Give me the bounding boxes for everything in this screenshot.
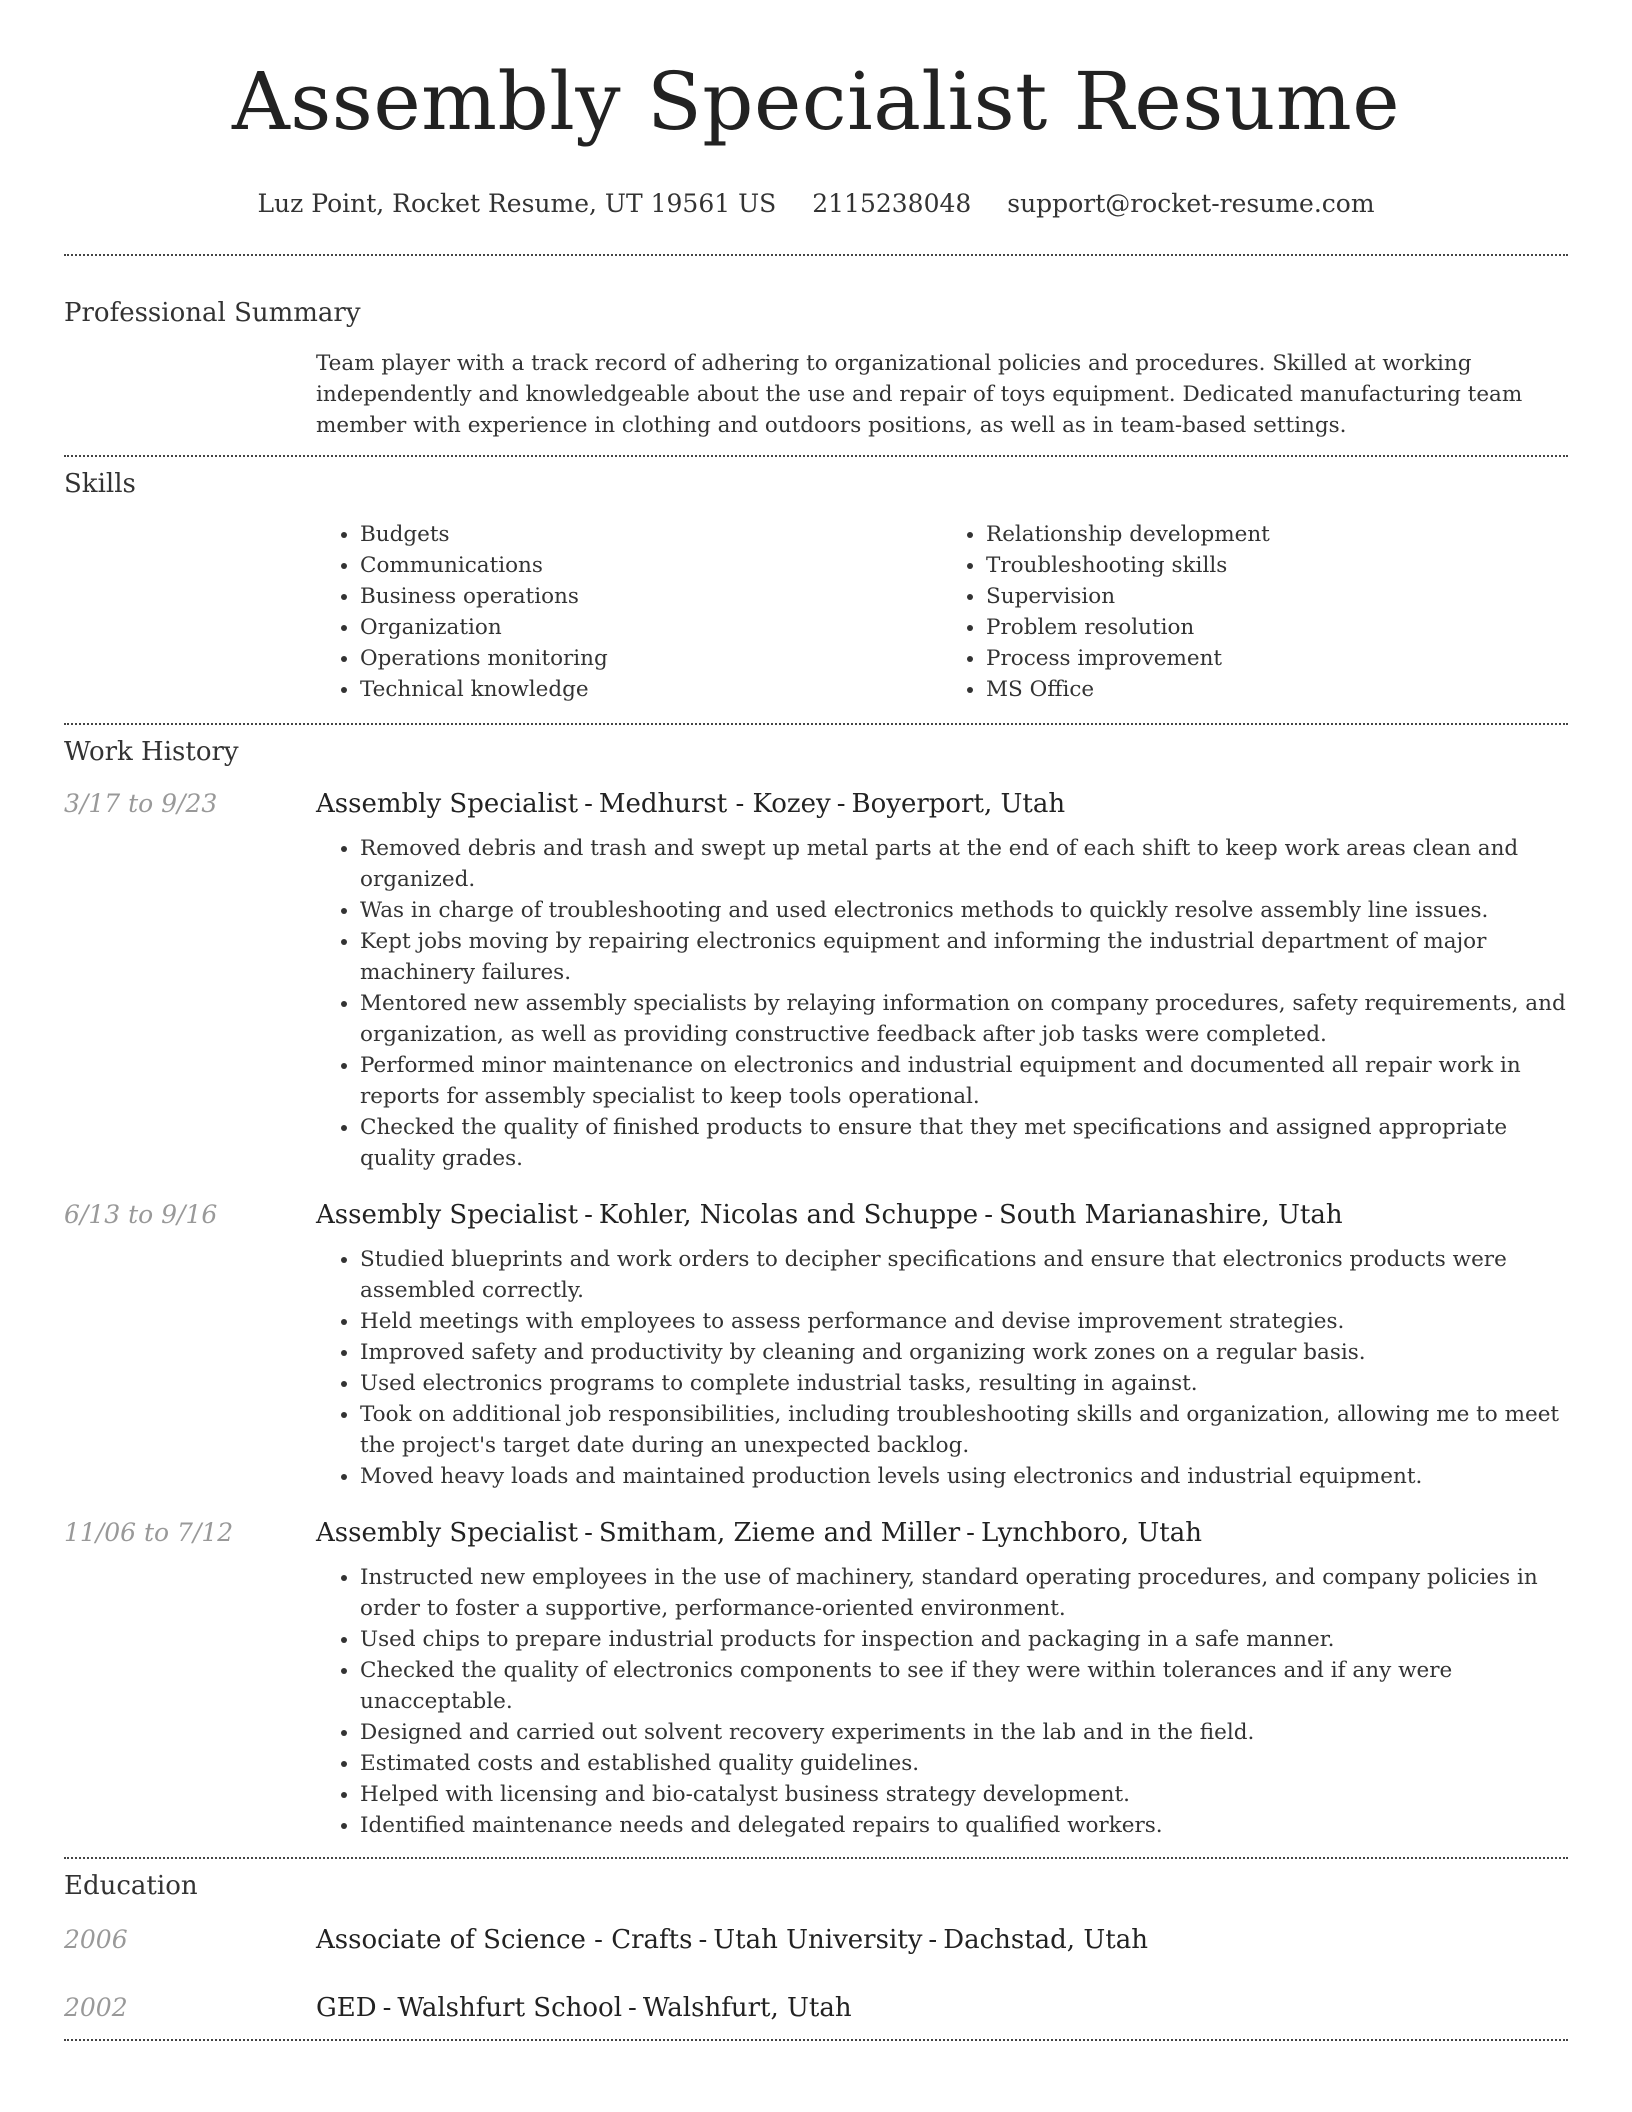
job-entry (64, 787, 1568, 1174)
skills-heading: Skills (64, 469, 136, 499)
contact-line (64, 186, 1568, 222)
work-section (64, 737, 1568, 1841)
summary-heading: Professional Summary (64, 298, 361, 328)
job-bullet: • Removed debris and trash and swept up metal parts at the end of each shift to keep work areas clean and organized. (360, 833, 1568, 895)
job-dates: 6/13 to 9/16 (64, 1200, 218, 1229)
job-bullet: • Took on additional job responsibilities, including troubleshooting skills and organization, allowing me to meet the project's target date during an unexpected backlog. (360, 1399, 1568, 1461)
job-bullet: • Helped with licensing and bio-catalyst business strategy development. (360, 1779, 1568, 1810)
contact-email: support@rocket-resume.com (1007, 189, 1375, 218)
contact-address: Luz Point, Rocket Resume, UT 19561 US (257, 189, 777, 218)
education-year: 2002 (64, 1993, 128, 2022)
resume-title: Assembly Specialist Resume (231, 55, 1401, 148)
education-entry (64, 1923, 1568, 1957)
job-bullet: • Used electronics programs to complete industrial tasks, resulting in against. (360, 1368, 1568, 1399)
job-heading: Assembly Specialist - Smitham, Zieme and Miller - Lynchboro, Utah (316, 1518, 1203, 1548)
job-title: Assembly Specialist (316, 1200, 579, 1230)
job-bullet: • Identified maintenance needs and delegated repairs to qualified workers. (360, 1810, 1568, 1841)
header-divider (64, 254, 1568, 256)
job-company: Medhurst - Kozey (598, 789, 831, 819)
summary-section (64, 298, 1568, 441)
skill-item: • Supervision (986, 581, 1568, 612)
skills-list-left (316, 519, 942, 705)
job-dates: 11/06 to 7/12 (64, 1518, 234, 1547)
summary-divider (64, 455, 1568, 457)
job-bullet: • Moved heavy loads and maintained production levels using electronics and industrial equipment. (360, 1461, 1568, 1492)
education-year: 2006 (64, 1925, 128, 1954)
job-location: South Marianashire, Utah (998, 1200, 1343, 1230)
job-entry (64, 1516, 1568, 1841)
job-bullet: • Studied blueprints and work orders to decipher specifications and ensure that electronics products were assembled correctly. (360, 1244, 1568, 1306)
skill-item: • Relationship development (986, 519, 1568, 550)
job-bullet: • Checked the quality of finished products to ensure that they met specifications and assigned appropriate quality grades. (360, 1112, 1568, 1174)
job-bullet: • Held meetings with employees to assess performance and devise improvement strategies. (360, 1306, 1568, 1337)
job-bullet: • Instructed new employees in the use of machinery, standard operating procedures, and company policies in order to foster a supportive, performance-oriented environment. (360, 1562, 1568, 1624)
skill-item: • Budgets (360, 519, 942, 550)
skill-item: • Problem resolution (986, 612, 1568, 643)
job-heading: Assembly Specialist - Kohler, Nicolas and Schuppe - South Marianashire, Utah (316, 1200, 1343, 1230)
job-bullets (316, 1244, 1568, 1492)
job-bullet: • Performed minor maintenance on electronics and industrial equipment and documented all repair work in reports for assembly specialist to keep tools operational. (360, 1050, 1568, 1112)
education-heading-line: GED - Walshfurt School - Walshfurt, Utah (316, 1993, 852, 2023)
resume-header (64, 0, 1568, 222)
skill-item: • Business operations (360, 581, 942, 612)
skill-item: • Process improvement (986, 643, 1568, 674)
work-divider (64, 1857, 1568, 1859)
skill-item: • Troubleshooting skills (986, 550, 1568, 581)
job-bullet: • Designed and carried out solvent recovery experiments in the lab and in the field. (360, 1717, 1568, 1748)
job-bullet: • Checked the quality of electronics components to see if they were within tolerances and if any were unacceptable. (360, 1655, 1568, 1717)
skill-item: • Communications (360, 550, 942, 581)
skill-item: • Technical knowledge (360, 674, 942, 705)
education-degree: Associate of Science - Crafts (316, 1925, 693, 1955)
education-divider (64, 2039, 1568, 2041)
skills-section (64, 469, 1568, 705)
job-dates: 3/17 to 9/23 (64, 789, 218, 818)
job-entry (64, 1198, 1568, 1492)
summary-text: Team player with a track record of adhering to organizational policies and procedures. Skilled at working independently and knowledgeable about the use and repair of toys equipment. Dedicated manufacturing team member with experience in clothing and outdoors positions, as well as in team-based settings. (316, 351, 1523, 438)
skill-item: • MS Office (986, 674, 1568, 705)
skills-divider (64, 723, 1568, 725)
job-company: Smitham, Zieme and Miller (598, 1518, 961, 1548)
education-heading: Education (64, 1871, 198, 1901)
job-company: Kohler, Nicolas and Schuppe (598, 1200, 979, 1230)
job-bullet: • Used chips to prepare industrial products for inspection and packaging in a safe manner. (360, 1624, 1568, 1655)
education-location: Walshfurt, Utah (642, 1993, 852, 2023)
education-school: Walshfurt School (397, 1993, 623, 2023)
job-bullet: • Estimated costs and established quality guidelines. (360, 1748, 1568, 1779)
job-location: Lynchboro, Utah (980, 1518, 1203, 1548)
education-degree: GED (316, 1993, 377, 2023)
contact-phone: 2115238048 (812, 189, 972, 218)
job-heading: Assembly Specialist - Medhurst - Kozey - Boyerport, Utah (316, 789, 1066, 819)
skill-item: • Organization (360, 612, 942, 643)
work-heading: Work History (64, 737, 239, 767)
job-bullet: • Mentored new assembly specialists by relaying information on company procedures, safety requirements, and organization, as well as providing constructive feedback after job tasks were completed. (360, 988, 1568, 1050)
job-bullets (316, 833, 1568, 1174)
skills-list-right (942, 519, 1568, 705)
education-school: Utah University (713, 1925, 923, 1955)
job-title: Assembly Specialist (316, 789, 579, 819)
job-bullet: • Kept jobs moving by repairing electronics equipment and informing the industrial department of major machinery failures. (360, 926, 1568, 988)
education-location: Dachstad, Utah (943, 1925, 1148, 1955)
job-bullet: • Was in charge of troubleshooting and used electronics methods to quickly resolve assembly line issues. (360, 895, 1568, 926)
education-entry (64, 1991, 1568, 2025)
education-section (64, 1871, 1568, 2025)
job-bullets (316, 1562, 1568, 1841)
job-bullet: • Improved safety and productivity by cleaning and organizing work zones on a regular basis. (360, 1337, 1568, 1368)
education-heading-line: Associate of Science - Crafts - Utah University - Dachstad, Utah (316, 1925, 1148, 1955)
skill-item: • Operations monitoring (360, 643, 942, 674)
job-title: Assembly Specialist (316, 1518, 579, 1548)
job-location: Boyerport, Utah (851, 789, 1066, 819)
